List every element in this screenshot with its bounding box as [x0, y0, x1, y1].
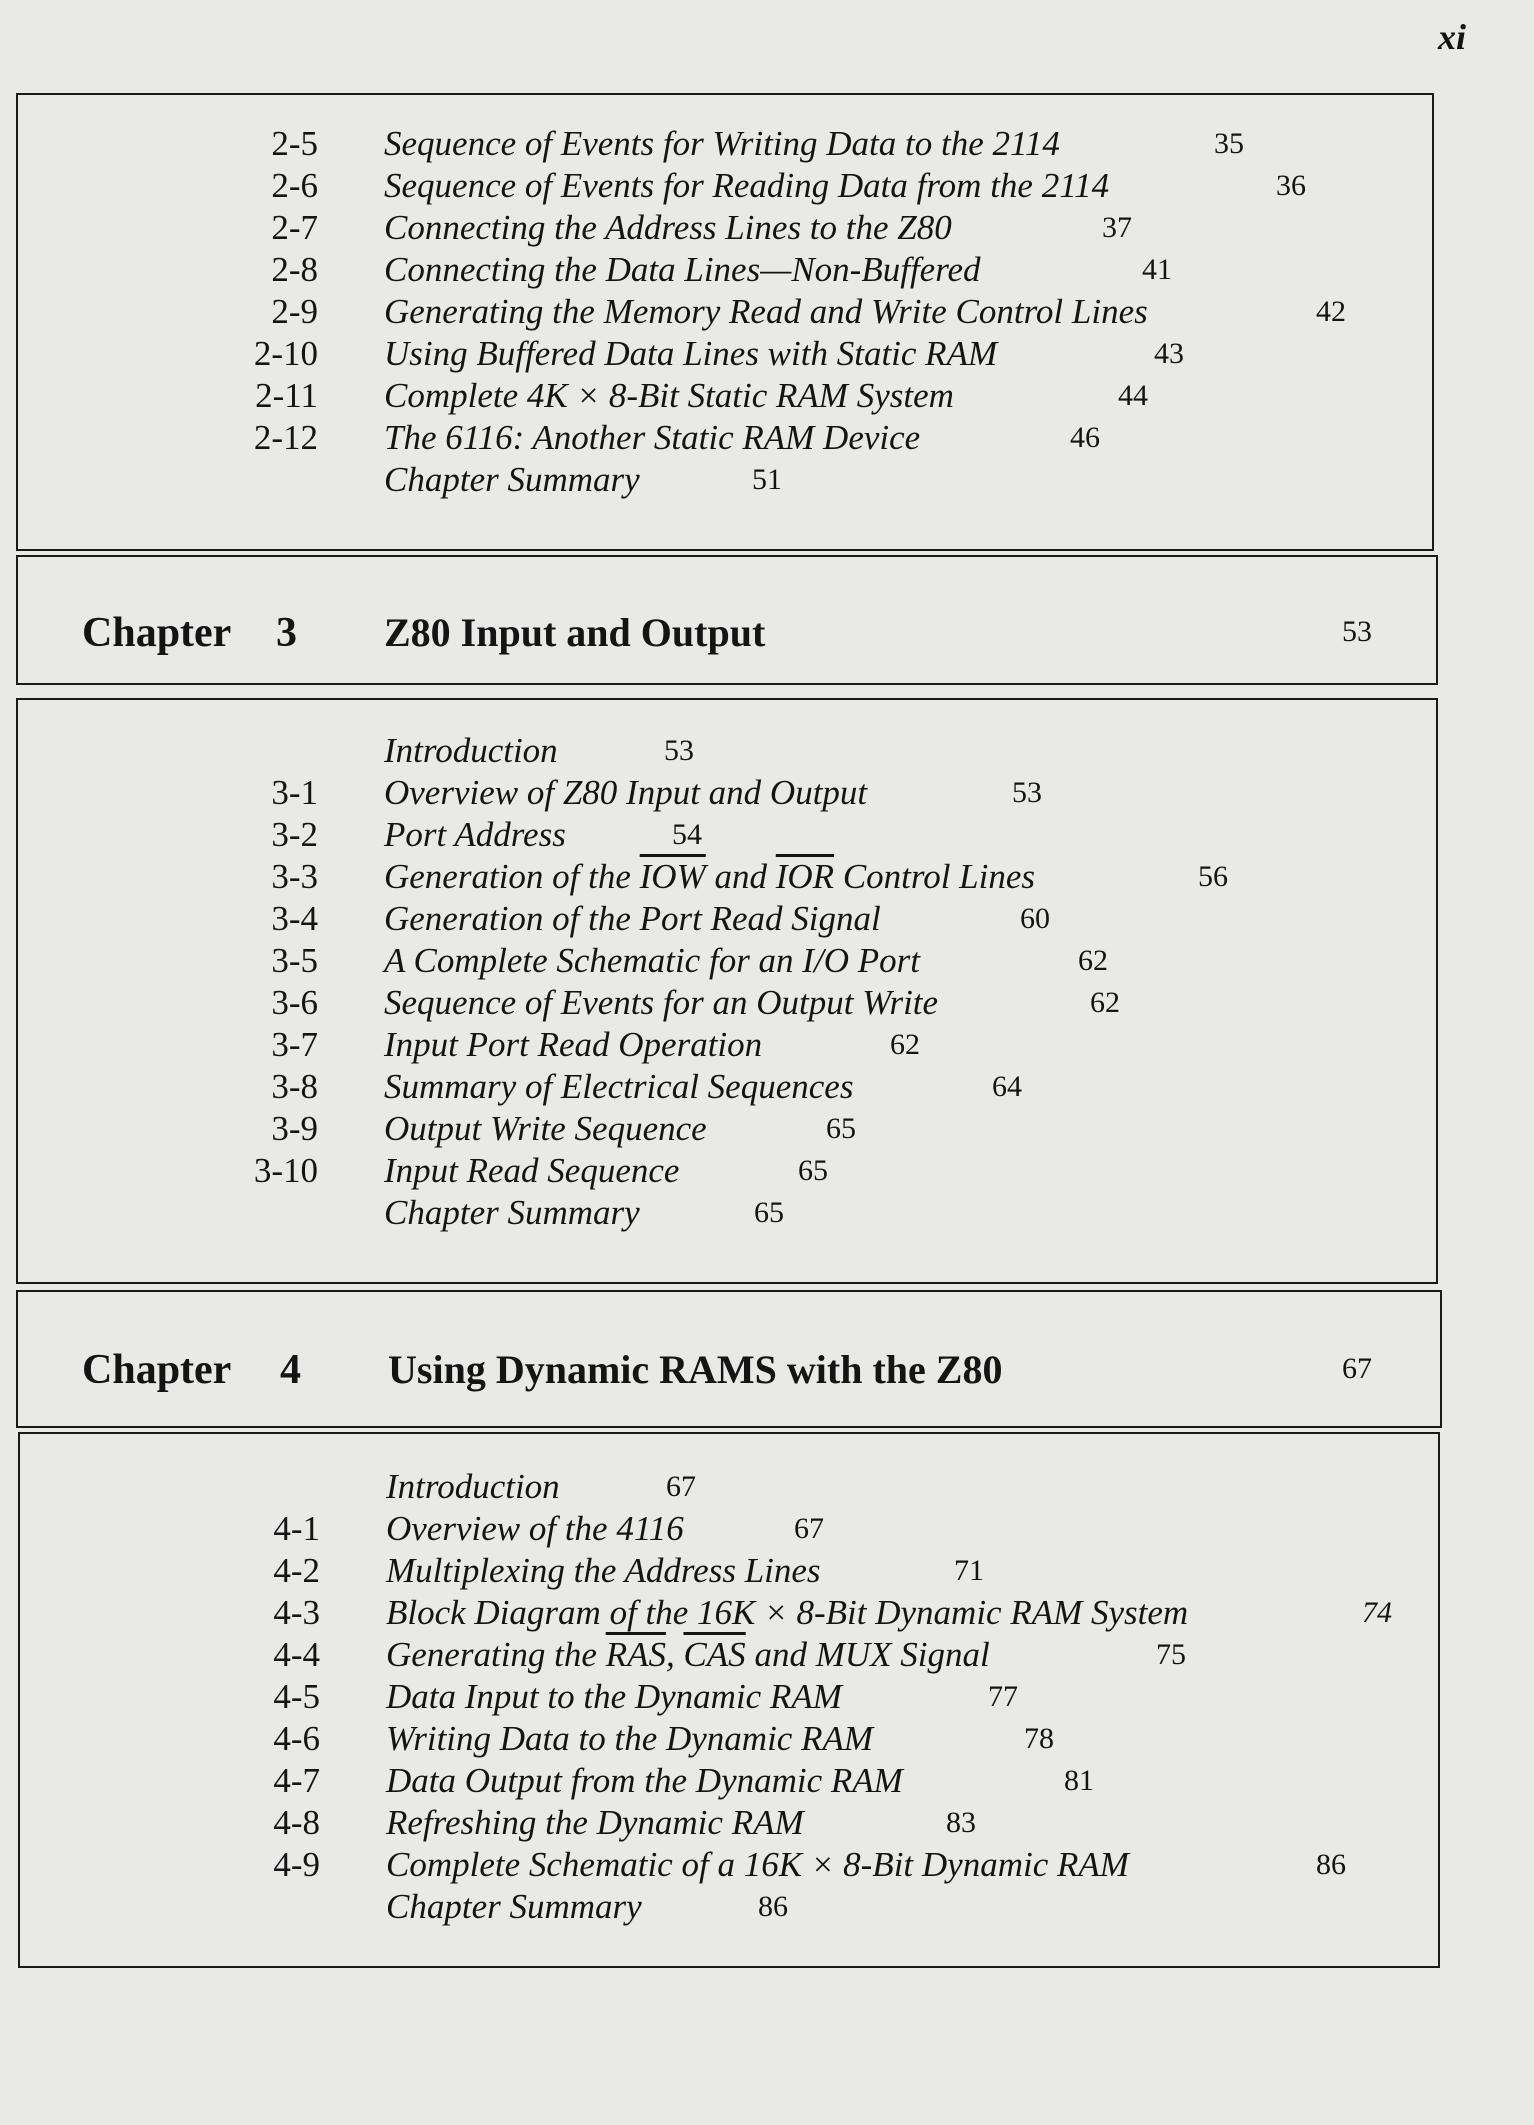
entry-title: Chapter Summary — [384, 460, 640, 499]
entry-title: Overview of Z80 Input and Output — [384, 773, 868, 812]
chapter-title[interactable]: Using Dynamic RAMS with the Z80 — [388, 1347, 1003, 1392]
entry-title: Overview of the 4116 — [386, 1509, 684, 1548]
entry-title: Complete 4K × 8-Bit Static RAM System — [384, 376, 954, 415]
section-number: 4-1 — [273, 1509, 320, 1548]
chapter-label: Chapter — [82, 610, 232, 656]
entry-page: 41 — [1142, 253, 1172, 286]
entry-page: 51 — [752, 463, 782, 496]
section-number: 2-6 — [271, 166, 318, 205]
chapter-number: 4 — [280, 1347, 301, 1393]
section-number: 3-9 — [271, 1109, 318, 1148]
entry-title: Generating the Memory Read and Write Control Lines — [384, 292, 1148, 331]
section-number: 4-6 — [273, 1719, 320, 1758]
entry-title: Chapter Summary — [384, 1193, 640, 1232]
entry-page: 65 — [826, 1112, 856, 1145]
entry-title: The 6116: Another Static RAM Device — [384, 418, 921, 457]
entry-page: 35 — [1214, 127, 1244, 160]
entry-title: Generation of the $\overline{IOW}$ and $\overline{IOR}$ Control Lines — [384, 857, 1036, 896]
chapter3-contents-box — [16, 698, 1438, 1284]
entry-title: Input Port Read Operation — [384, 1025, 763, 1064]
chapter-number: 3 — [276, 610, 297, 656]
section-number: 3-2 — [271, 815, 318, 854]
entry-title: Connecting the Address Lines to the Z80 — [384, 208, 952, 247]
chapter-page: 53 — [1342, 615, 1372, 648]
entry-page: 53 — [1012, 776, 1042, 809]
entry-title: Data Input to the Dynamic RAM — [386, 1677, 842, 1716]
entry-title: Sequence of Events for Reading Data from the 2114 — [384, 166, 1110, 205]
section-number: 4-7 — [273, 1761, 320, 1800]
entry-page: 67 — [666, 1470, 696, 1503]
section-number: 4-2 — [273, 1551, 320, 1590]
section-number: 2-9 — [271, 292, 318, 331]
entry-title: Connecting the Data Lines—Non-Buffered — [384, 250, 981, 289]
entry-title: Data Output from the Dynamic RAM — [386, 1761, 903, 1800]
entry-title: Summary of Electrical Sequences — [384, 1067, 854, 1106]
entry-page: 67 — [794, 1512, 824, 1545]
entry-title: Sequence of Events for Writing Data to the 2114 — [384, 124, 1060, 163]
section-number: 4-4 — [273, 1635, 320, 1674]
section-number: 2-12 — [253, 418, 318, 457]
entry-page: 77 — [988, 1680, 1018, 1713]
chapter-label: Chapter — [82, 1347, 232, 1393]
entry-page: 65 — [798, 1154, 828, 1187]
entry-page: 83 — [946, 1806, 976, 1839]
section-number: 3-7 — [271, 1025, 318, 1064]
chapter-title[interactable]: Z80 Input and Output — [384, 610, 766, 655]
entry-page: 62 — [890, 1028, 920, 1061]
entry-page: 71 — [954, 1554, 984, 1587]
section-number: 2-5 — [271, 124, 318, 163]
entry-title: Introduction — [386, 1467, 560, 1506]
entry-page: 53 — [664, 734, 694, 767]
entry-title: Complete Schematic of a 16K × 8-Bit Dynamic RAM — [386, 1845, 1129, 1884]
entry-page: 44 — [1118, 379, 1148, 412]
entry-title: Using Buffered Data Lines with Static RAM — [384, 334, 998, 373]
entry-page: 62 — [1090, 986, 1120, 1019]
section-number: 3-5 — [271, 941, 318, 980]
section-number: 2-10 — [253, 334, 318, 373]
chapter2-contents-box — [16, 93, 1434, 551]
entry-page: 75 — [1156, 1638, 1186, 1671]
section-number: 2-11 — [255, 376, 318, 415]
section-number: 3-6 — [271, 983, 318, 1022]
section-number: 2-7 — [271, 208, 318, 247]
entry-page: 86 — [1316, 1848, 1346, 1881]
entry-title: Output Write Sequence — [384, 1109, 707, 1148]
page-number: xi — [1437, 17, 1466, 57]
section-number: 4-9 — [273, 1845, 320, 1884]
entry-page: 54 — [672, 818, 702, 851]
entry-page: 64 — [992, 1070, 1022, 1103]
entry-page: 43 — [1154, 337, 1184, 370]
entry-page: 36 — [1276, 169, 1306, 202]
entry-page: 78 — [1024, 1722, 1054, 1755]
entry-title: Input Read Sequence — [384, 1151, 680, 1190]
entry-page: 74 — [1362, 1596, 1392, 1629]
entry-title: A Complete Schematic for an I/O Port — [384, 941, 920, 980]
chapter4-contents-box — [18, 1432, 1440, 1968]
entry-page: 62 — [1078, 944, 1108, 977]
entry-page: 81 — [1064, 1764, 1094, 1797]
entry-title: Block Diagram of the 16K × 8-Bit Dynamic RAM System — [386, 1593, 1189, 1632]
section-number: 4-8 — [273, 1803, 320, 1842]
section-number: 4-3 — [273, 1593, 320, 1632]
section-number: 3-10 — [253, 1151, 318, 1190]
entry-page: 86 — [758, 1890, 788, 1923]
entry-page: 56 — [1198, 860, 1228, 893]
section-number: 4-5 — [273, 1677, 320, 1716]
entry-title: Refreshing the Dynamic RAM — [386, 1803, 804, 1842]
chapter4-header-box — [16, 1290, 1442, 1428]
entry-title: Writing Data to the Dynamic RAM — [386, 1719, 874, 1758]
entry-page: 42 — [1316, 295, 1346, 328]
entry-page: 37 — [1102, 211, 1132, 244]
entry-title: Port Address — [384, 815, 566, 854]
section-number: 2-8 — [271, 250, 318, 289]
chapter-page: 67 — [1342, 1352, 1372, 1385]
entry-title: Generation of the Port Read Signal — [384, 899, 881, 938]
entry-title: Chapter Summary — [386, 1887, 642, 1926]
entry-page: 60 — [1020, 902, 1050, 935]
entry-page: 46 — [1070, 421, 1100, 454]
chapter3-header-box — [16, 555, 1438, 685]
section-number: 3-4 — [271, 899, 318, 938]
entry-page: 65 — [754, 1196, 784, 1229]
section-number: 3-8 — [271, 1067, 318, 1106]
entry-title: Sequence of Events for an Output Write — [384, 983, 939, 1022]
entry-title: Generating the $\overline{RAS}$, $\overline{CAS}$ and MUX Signal — [386, 1635, 990, 1674]
section-number: 3-3 — [271, 857, 318, 896]
entry-title: Introduction — [384, 731, 558, 770]
entry-title: Multiplexing the Address Lines — [386, 1551, 821, 1590]
section-number: 3-1 — [271, 773, 318, 812]
